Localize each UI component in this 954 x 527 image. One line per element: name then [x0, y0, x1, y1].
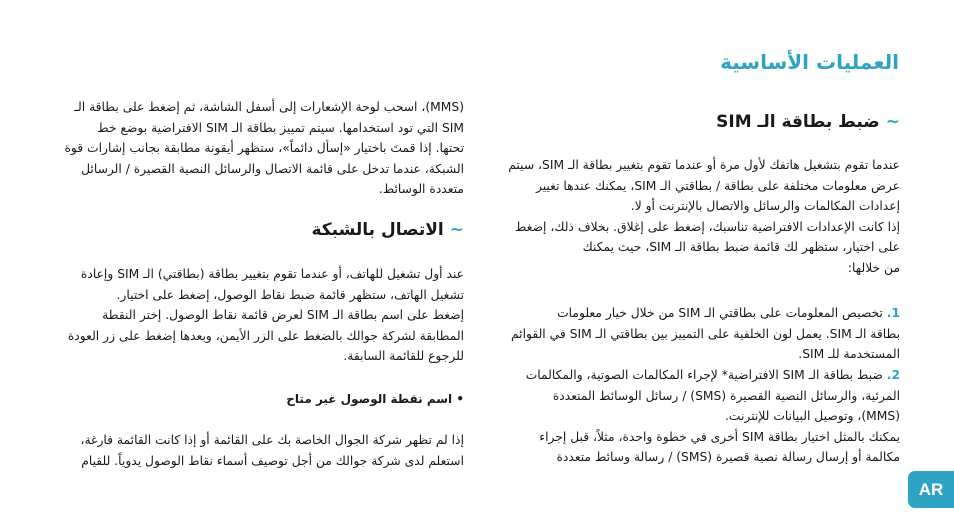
item-number: 2. — [886, 368, 900, 382]
text-line: إضغط على اسم بطاقة الـ SIM لعرض قائمة نقاط الوصول. إختر النقطة — [102, 308, 464, 323]
text-line: تحتها. إذا قمتَ باختيار «إسأل دائماً»، ستظهر أيقونة مطابقة بجانب إشارات قوة — [64, 141, 464, 156]
list-item — [500, 365, 900, 468]
text-line: استعلم لدى شركة جوالك من أجل توصيف أسماء نقاط الوصول يدوياً. للقيام — [81, 453, 464, 468]
text-line: مكالمة أو إرسال رسالة نصية قصيرة (SMS) / رسالة وسائط متعددة — [556, 450, 900, 465]
text-line: إعدادات المكالمات والرسائل والاتصال بالإنترنت أو لا. — [630, 199, 900, 214]
text-line: الشبكة، عندما تدخل على قائمة الاتصال والرسائل النصية القصيرة / الرسائل — [81, 161, 464, 176]
text-line: (MMS)، وتوصيل البيانات للإنترنت. — [725, 409, 900, 424]
text-line: إذا لم تظهر شركة الجوال الخاصة بك على القائمة أو إذا كانت القائمة فارغة، — [80, 433, 464, 447]
apn-unavailable-heading: • اسم نقطة الوصول غير متاح — [286, 392, 464, 406]
text-line: (MMS)، اسحب لوحة الإشعارات إلى أسفل الشاشة، ثم إضغط على بطاقة الـ — [74, 100, 464, 114]
network-heading-text: الاتصال بالشبكة — [311, 220, 444, 240]
list-item — [500, 303, 900, 365]
text-line: تخصيص المعلومات على بطاقتي الـ SIM من خلال خيار معلومات — [557, 306, 883, 320]
text-line: يمكنك بالمثل اختيار بطاقة SIM أخرى في خطوة واحدة، مثلاً، قبل إجراء — [539, 429, 900, 444]
text-line: المطابقة لشركة جوالك بالضغط على الزر الأيمن، وبعدها إضغط على زر العودة — [67, 328, 464, 343]
sim-setup-heading-text: ضبط بطاقة الـ SIM — [716, 112, 880, 132]
text-line: من خلالها: — [847, 260, 900, 275]
text-line: عندما تقوم بتشغيل هاتفك لأول مرة أو عندما تقوم بتغيير بطاقة الـ SIM، سيتم — [508, 158, 900, 172]
text-line: عرض معلومات مختلفة على بطاقة / بطاقتي الـ SIM، يمكنك عندها تغيير — [535, 178, 900, 193]
sim-setup-intro — [500, 155, 900, 279]
network-heading — [311, 220, 464, 240]
text-line: SIM التي تود استخدامها. سيتم تمييز بطاقة الـ SIM الافتراضية بوضع خط — [97, 120, 464, 135]
apn-paragraph — [62, 430, 464, 471]
text-line: ضبط بطاقة الـ SIM الافتراضية* لإجراء المكالمات الصوتية، والمكالمات — [525, 368, 883, 382]
text-line: تشغيل الهاتف، ستظهر قائمة ضبط نقاط الوصول، إضغط على اختيار. — [116, 287, 464, 302]
continuation-paragraph — [62, 97, 464, 200]
item-number: 1. — [886, 306, 900, 320]
network-paragraph — [62, 264, 464, 367]
tilde-marker: ~ — [449, 220, 464, 240]
tilde-marker: ~ — [885, 112, 900, 132]
text-line: المستخدمة للـ SIM. — [798, 347, 900, 362]
page-title: العمليات الأساسية — [720, 50, 899, 74]
text-line: عند أول تشغيل للهاتف، أو عندما تقوم بتغيير بطاقة (بطاقتي) الـ SIM وإعادة — [80, 267, 464, 281]
language-badge: AR — [908, 471, 954, 508]
text-line: على اختيار، ستظهر لك قائمة ضبط بطاقة الـ SIM، حيث يمكنك — [582, 240, 900, 255]
text-line: إذا كانت الإعدادات الافتراضية تناسبك، إضغط على إغلاق. بخلاف ذلك، إضغط — [514, 219, 900, 234]
sim-setup-heading — [716, 112, 900, 132]
text-line: المرئية، والرسائل النصية القصيرة (SMS) / رسائل الوسائط المتعددة — [552, 388, 900, 403]
text-line: بطاقة الـ SIM. يعمل لون الخلفية على التمييز بين بطاقتي الـ SIM في القوائم — [510, 326, 900, 341]
text-line: للرجوع للقائمة السابقة. — [343, 349, 464, 364]
text-line: متعددة الوسائط. — [378, 182, 464, 197]
